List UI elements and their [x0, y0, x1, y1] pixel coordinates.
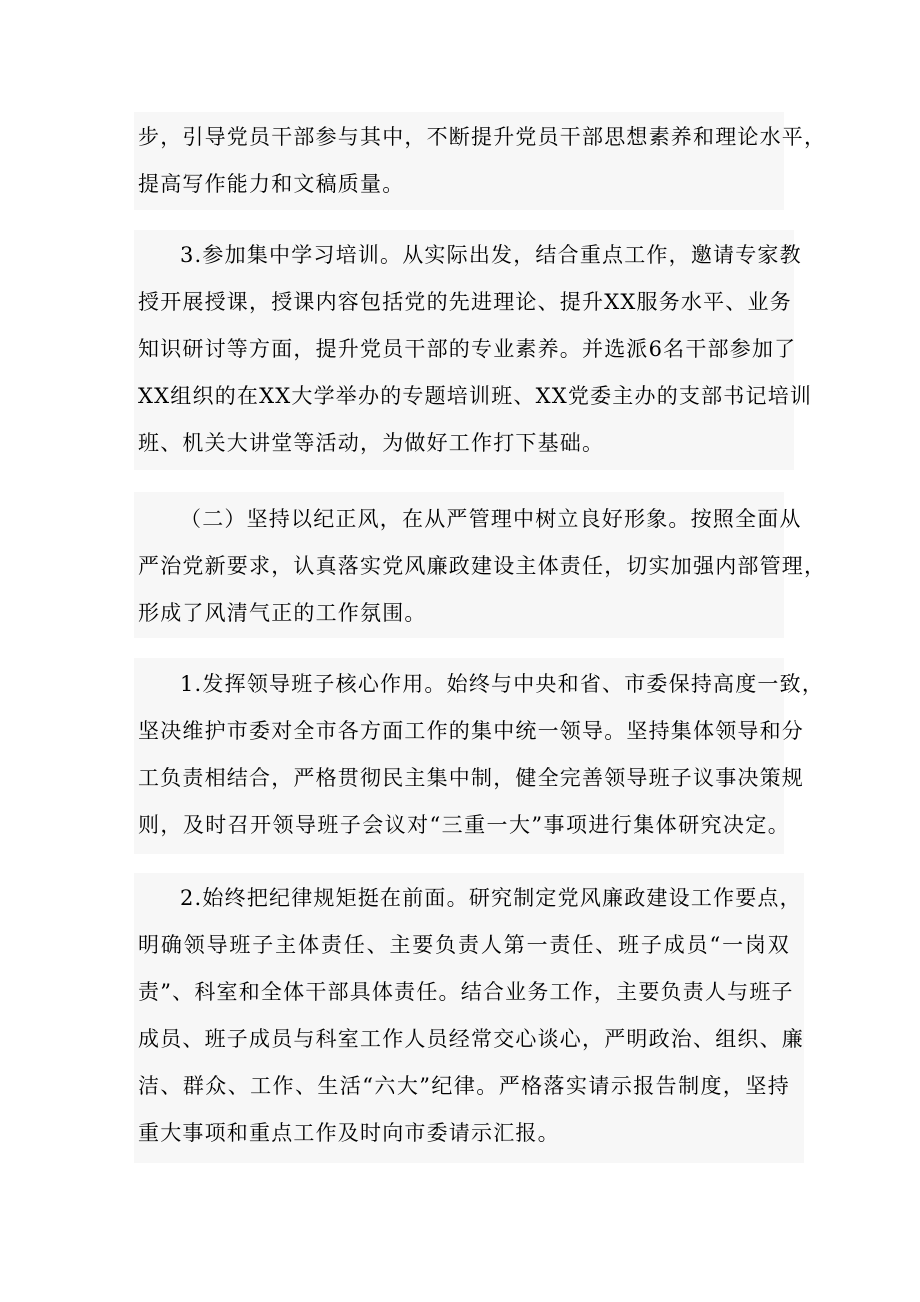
text-line: 步，引导党员干部参与其中，不断提升党员干部思想素养和理论水平，: [138, 125, 827, 149]
text-line: 严治党新要求，认真落实党风廉政建设主体责任，切实加强内部管理，: [138, 554, 827, 578]
paragraph-discipline: [138, 875, 804, 1157]
paragraph-section-heading: [138, 496, 827, 637]
paragraph-leadership: [138, 661, 825, 849]
text-line: 知识研讨等方面，提升党员干部的专业素养。并选派6名干部参加了: [138, 337, 797, 361]
text-line: XX组织的在XX大学举办的专题培训班、XX党委主办的支部书记培训: [138, 384, 813, 408]
text-line: 坚决维护市委对全市各方面工作的集中统一领导。坚持集体领导和分: [138, 719, 804, 743]
text-line: 明确领导班子主体责任、主要负责人第一责任、班子成员“一岗双: [138, 933, 790, 957]
text-line: 授开展授课，授课内容包括党的先进理论、提升XX服务水平、业务: [138, 290, 792, 314]
text-line: 班、机关大讲堂等活动，为做好工作打下基础。: [138, 431, 605, 455]
text-line: 洁、群众、工作、生活“六大”纪律。严格落实请示报告制度，坚持: [138, 1074, 790, 1098]
paragraph-training: [138, 232, 813, 467]
text-line: 2.始终把纪律规矩挺在前面。研究制定党风廉政建设工作要点，: [180, 886, 802, 910]
text-line: 形成了风清气正的工作氛围。: [138, 601, 427, 625]
text-line: 3.参加集中学习培训。从实际出发，结合重点工作，邀请专家教: [180, 243, 802, 267]
text-line: 工负责相结合，严格贯彻民主集中制，健全完善领导班子议事决策规: [138, 766, 804, 790]
text-line: 提高写作能力和文稿质量。: [138, 172, 405, 196]
text-line: 重大事项和重点工作及时向市委请示汇报。: [138, 1121, 560, 1145]
text-line: （二）坚持以纪正风，在从严管理中树立良好形象。按照全面从: [180, 507, 802, 531]
text-line: 成员、班子成员与科室工作人员经常交心谈心，严明政治、组织、廉: [138, 1027, 804, 1051]
paragraph-continuation: [138, 114, 827, 208]
text-line: 则，及时召开领导班子会议对“三重一大”事项进行集体研究决定。: [138, 813, 790, 837]
text-line: 1.发挥领导班子核心作用。始终与中央和省、市委保持高度一致，: [180, 672, 825, 696]
text-line: 责”、科室和全体干部具体责任。结合业务工作，主要负责人与班子: [138, 980, 794, 1004]
